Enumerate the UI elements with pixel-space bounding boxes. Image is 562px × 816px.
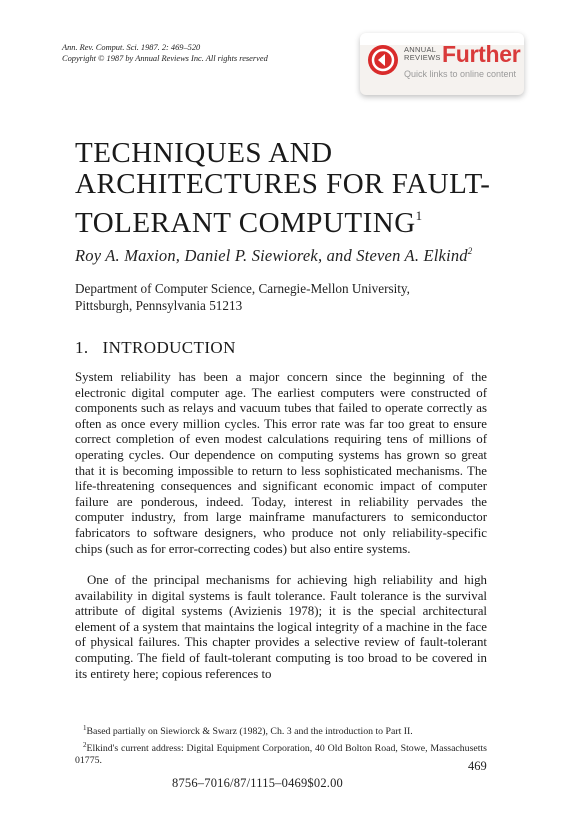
- footnote-1: [75, 722, 487, 739]
- annual-reviews-logo-icon: [368, 45, 398, 75]
- section-number: 1.: [75, 338, 89, 357]
- author-footnote-mark[interactable]: 2: [467, 246, 473, 256]
- footnote-2-text: Elkind's current address: Digital Equipment Corporation, 40 Old Bolton Road, Stowe, Massachusetts 01775.: [75, 742, 487, 767]
- journal-citation: Ann. Rev. Comput. Sci. 1987. 2: 469–520: [62, 43, 201, 52]
- body-paragraph-1: System reliability has been a major concern since the beginning of the electronic digital computer age. The earliest computers were constructed of components such as relays and vacuum tubes that failed to operate correctly as often as once every million cycles. This error rate was far too great to ensure correct completion of even modest calculations requiring tens of millions of operating cycles. Our dependence on computing systems has grown so great that it is becoming impossible to return to less sophisticated mechanisms. The life-threatening consequences and significant economic impact of computer failure are ponderous, indeed. Today, interest in reliability pervades the computer industry, from large mainframe manufacturers to semiconductor fabricators to software designers, who produce not only reliability-specific chips (such as for error-correcting codes) but also entire systems.: [75, 370, 487, 556]
- affiliation: [75, 280, 410, 314]
- title-line-2: ARCHITECTURES FOR FAULT-: [75, 168, 491, 200]
- further-label: Further: [442, 41, 521, 67]
- quick-links-label: Quick links to online content: [404, 69, 517, 79]
- title-line-1: TECHNIQUES AND: [75, 137, 333, 169]
- article-title: [75, 138, 515, 239]
- affiliation-line-1: Department of Computer Science, Carnegie-Mellon University,: [75, 281, 410, 296]
- author-list: [75, 246, 472, 266]
- page-number: 469: [468, 759, 487, 773]
- reviews-text: REVIEWS: [404, 53, 441, 62]
- footnote-2: [75, 739, 487, 768]
- further-links-badge[interactable]: [360, 33, 524, 95]
- title-footnote-mark[interactable]: 1: [415, 208, 423, 223]
- copyright-notice: Copyright © 1987 by Annual Reviews Inc. All rights reserved: [62, 54, 268, 63]
- footnote-1-text: Based partially on Siewiorck & Swarz (1982), Ch. 3 and the introduction to Part II.: [86, 726, 413, 737]
- section-title: INTRODUCTION: [102, 338, 236, 357]
- affiliation-line-2: Pittsburgh, Pennsylvania 51213: [75, 298, 243, 313]
- price-code: 8756–7016/87/1115–0469$02.00: [172, 776, 343, 790]
- footnotes: [75, 722, 487, 768]
- annual-reviews-wordmark: [404, 46, 441, 62]
- footnote-2-mark: 2: [83, 740, 87, 749]
- authors-text: Roy A. Maxion, Daniel P. Siewiorek, and Steven A. Elkind: [75, 246, 468, 265]
- section-heading: [75, 338, 236, 358]
- title-line-3: TOLERANT COMPUTING: [75, 207, 416, 239]
- annual-text: ANNUAL: [404, 45, 437, 54]
- body-paragraph-2: One of the principal mechanisms for achieving high reliability and high availability in digital systems is fault tolerance. Fault tolerance is the survival attribute of digital systems (Avizienis 1978); it is the special architectural element of a system that maintains the logical integrity of a machine in the face of physical failures. This chapter provides a selective review of fault-tolerant computing. The field of fault-tolerant computing is too broad to be covered in its entirety here; copious references to: [75, 573, 487, 681]
- footnote-1-mark: 1: [83, 724, 87, 732]
